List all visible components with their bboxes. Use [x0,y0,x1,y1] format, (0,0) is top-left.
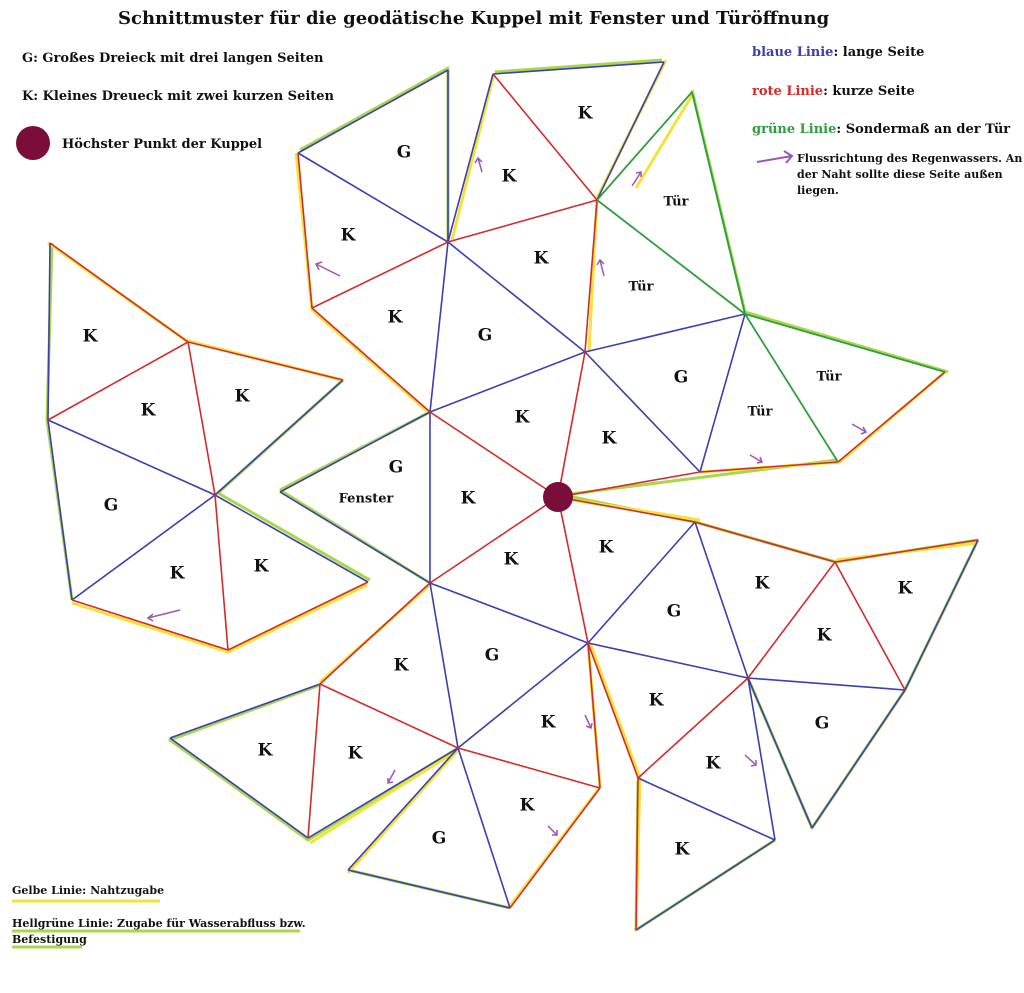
triangle-label-k: K [674,839,690,860]
door-label: Tür [663,194,689,210]
legend-flow-line1: Flussrichtung des Regenwassers. An [797,152,1023,165]
triangle-label-k: K [533,248,549,269]
triangle-label-k: K [501,166,517,187]
flow-arrow-icon [750,455,762,463]
triangle-label-k: K [340,225,356,246]
door-label: Tür [628,279,654,295]
triangle-label-k: K [460,488,476,509]
door-label: Tür [816,369,842,385]
triangle-label-k: K [234,386,250,407]
triangle-label-k: K [140,400,156,421]
triangle-label-g: G [388,457,404,478]
triangle-label-g: G [103,495,119,516]
triangle-label-k: K [393,655,409,676]
legend-lime-line1: Hellgrüne Linie: Zugabe für Wasserabfluss bzw. [12,917,306,930]
legend-yellow-line: Gelbe Linie: Nahtzugabe [12,884,165,897]
triangle-label-g: G [673,367,689,388]
legend-top-point: Höchster Punkt der Kuppel [62,137,263,152]
triangle-label-g: G [484,645,500,666]
triangle-label-k: K [257,740,273,761]
triangle-label-g: G [814,713,830,734]
triangle-label-k: K [577,103,593,124]
triangle-label-k: K [514,407,530,428]
apex-legend-icon [16,126,50,160]
flow-arrow-legend-icon [757,151,792,163]
triangle-label-k: K [754,573,770,594]
triangle-label-k: K [705,753,721,774]
flow-arrow-icon [388,770,395,783]
flow-arrow-icon [745,755,756,766]
triangle-label-k: K [347,743,363,764]
legend-g-definition: G: Großes Dreieck mit drei langen Seiten [22,51,324,66]
triangle-label-k: K [816,625,832,646]
triangle-label-k: K [601,428,617,449]
triangle-label-g: G [396,142,412,163]
triangle-label-k: K [540,712,556,733]
flow-arrow-icon [548,826,557,835]
triangle-label-k: K [519,795,535,816]
dome-apex-point [543,482,573,512]
flow-arrow-icon [852,424,866,434]
short-side-lines [48,74,978,930]
triangle-label-k: K [598,537,614,558]
triangle-label-k: K [82,326,98,347]
diagram-title: Schnittmuster für die geodätische Kuppel mit Fenster und Türöffnung [118,8,830,29]
flow-arrow-icon [475,158,482,172]
legend-red-line: rote Linie: kurze Seite [752,84,915,99]
triangle-label-k: K [503,549,519,570]
flow-arrow-icon [585,715,592,728]
triangle-label-k: K [897,578,913,599]
legend-flow-line2: der Naht sollte diese Seite außen [797,168,1003,181]
triangle-label-g: G [477,325,493,346]
triangle-label-g: G [431,828,447,849]
triangle-label-k: K [648,690,664,711]
triangle-label-k: K [387,307,403,328]
legend-k-definition: K: Kleines Dreueck mit zwei kurzen Seiten [22,89,334,104]
legend-lime-line2: Befestigung [12,933,87,946]
triangle-labels [83,104,914,860]
triangle-label-g: G [666,601,682,622]
flow-arrow-icon [597,260,604,276]
legend-flow-line3: liegen. [797,184,839,197]
flow-arrow-icon [148,610,180,621]
flow-arrow-icon [316,262,340,276]
window-label: Fenster [338,491,394,507]
legend-blue-line: blaue Linie: lange Seite [752,45,925,60]
triangle-label-k: K [253,556,269,577]
flow-arrows [148,158,866,835]
legend-green-line: grüne Linie: Sondermaß an der Tür [752,122,1011,137]
door-label: Tür [747,404,773,420]
triangle-label-k: K [169,563,185,584]
